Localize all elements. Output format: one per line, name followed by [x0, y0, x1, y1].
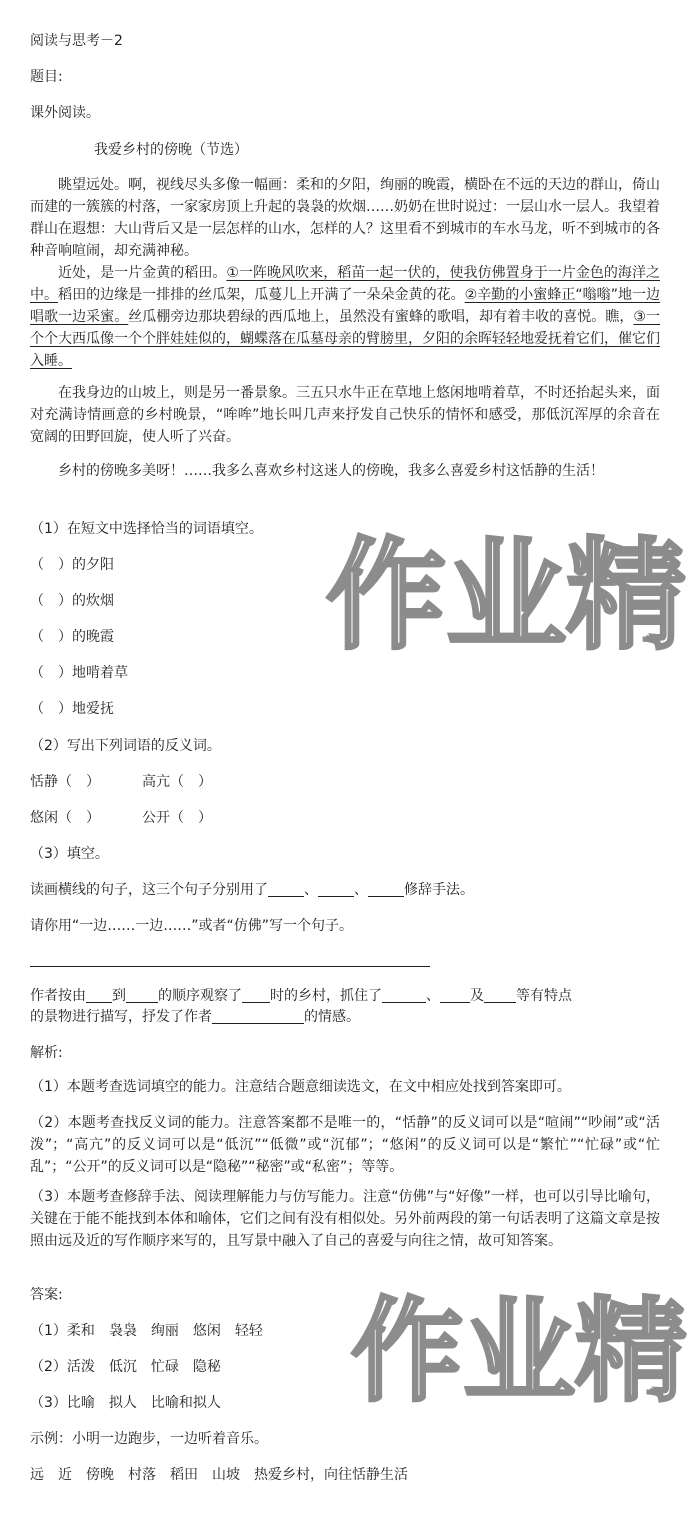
q1-item: （ ）的夕阳 [30, 557, 114, 573]
section-label: 课外阅读。 [30, 105, 100, 121]
answer-blank[interactable] [440, 988, 470, 1003]
q1-prompt: （1）在短文中选择恰当的词语填空。 [30, 521, 263, 537]
answer-blank[interactable] [212, 1009, 304, 1024]
question-label: 题目: [30, 69, 63, 85]
q2-word: 悠闲（ ） [30, 810, 100, 826]
q1-item: （ ）的晚霞 [30, 629, 114, 645]
answer-row-3: （3）比喻 拟人 比喻和拟人 [30, 1395, 221, 1411]
answer-blank[interactable] [268, 882, 304, 897]
underlined-sentence-2: ②辛勤的小蜜蜂正“嗡嗡”地一边唱歌一边采蜜。 [30, 287, 661, 325]
q2-word: 高亢（ ） [142, 774, 212, 790]
q3-sentence-order: 作者按由 到 的顺序观察了 时的乡村，抓住了 、 及 等有特点 [30, 988, 572, 1004]
answer-blank[interactable] [382, 988, 426, 1003]
answer-line[interactable] [30, 966, 430, 967]
answer-row-2: （2）活泼 低沉 忙碌 隐秘 [30, 1359, 221, 1375]
q3-prompt: （3）填空。 [30, 846, 109, 862]
analysis-item-2: （2）本题考查找反义词的能力。注意答案都不是唯一的，“恬静”的反义词可以是“喧闹”“吵闹”或“活泼”；“高亢”的反义词可以是“低沉”“低微”或“沉郁”；“悠闲”的反义词可以是“繁忙”“忙碌”或“忙乱”；“公开”的反义词可以是“隐秘”“秘密”或“私密”；等等。 [30, 1115, 660, 1175]
answer-blank[interactable] [86, 988, 112, 1003]
watermark-text: 作业精 [326, 527, 686, 665]
answer-row-1: （1）柔和 袅袅 绚丽 悠闲 轻轻 [30, 1323, 263, 1339]
analysis-item-1: （1）本题考查选词填空的能力。注意结合题意细读选文，在文中相应处找到答案即可。 [30, 1079, 571, 1095]
q2-word: 公开（ ） [142, 810, 212, 826]
answer-blank[interactable] [318, 882, 354, 897]
watermark-text: 作业精 [351, 1287, 687, 1415]
analysis-label: 解析: [30, 1045, 63, 1061]
q1-item: （ ）地啃着草 [30, 665, 128, 681]
answer-blank[interactable] [484, 988, 516, 1003]
answer-row-5: 远 近 傍晚 村落 稻田 山坡 热爱乡村，向往恬静生活 [30, 1467, 408, 1483]
underlined-sentence-3: ③一个个大西瓜像一个个胖娃娃似的，蝴蝶落在瓜墓母亲的臂膀里，夕阳的余晖轻轻地爱抚着它们，催它们入睡。 [30, 309, 661, 369]
q3-sentence-order-cont: 的景物进行描写，抒发了作者 的情感。 [30, 1009, 360, 1025]
underlined-sentence-1: ①一阵晚风吹来，稻苗一起一伏的，使我仿佛置身于一片金色的海洋之中。 [30, 265, 660, 303]
essay-paragraph-4: 乡村的傍晚多美呀！……我多么喜欢乡村这迷人的傍晚，我多么喜爱乡村这恬静的生活！ [58, 463, 604, 479]
q3-sentence-rhetoric: 读画横线的句子，这三个句子分别用了 、 、 修辞手法。 [30, 882, 474, 898]
document-header: 阅读与思考－2 [30, 33, 123, 49]
essay-title: 我爱乡村的傍晚（节选） [94, 142, 248, 158]
answer-blank[interactable] [242, 988, 270, 1003]
answers-label: 答案: [30, 1287, 63, 1303]
answer-blank[interactable] [126, 988, 158, 1003]
q1-item: （ ）地爱抚 [30, 701, 114, 717]
q2-prompt: （2）写出下列词语的反义词。 [30, 738, 221, 754]
essay-paragraph-2: 近处，是一片金黄的稻田。①一阵晚风吹来，稻苗一起一伏的，使我仿佛置身于一片金色的海洋之中。稻田的边缘是一排排的丝瓜架，瓜蔓儿上开满了一朵朵金黄的花。②辛勤的小蜜蜂正“嗡嗡”地一边唱歌一边采蜜。丝瓜棚旁边那块碧绿的西瓜地上，虽然没有蜜蜂的歌唱，却有着丰收的喜悦。瞧，③一个个大西瓜像一个个胖娃娃似的，蝴蝶落在瓜墓母亲的臂膀里，夕阳的余晖轻轻地爱抚着它们，催它们入睡。 [30, 265, 661, 369]
answer-example: 示例：小明一边跑步，一边听着音乐。 [30, 1431, 268, 1447]
essay-paragraph-1: 眺望远处。啊，视线尽头多像一幅画：柔和的夕阳，绚丽的晚霞，横卧在不远的天边的群山，倚山而建的一簇簇的村落，一家家房顶上升起的袅袅的炊烟……奶奶在世时说过：一层山水一层人。我望着群山在遐想：大山背后又是一层怎样的山水，怎样的人？这里看不到城市的车水马龙，听不到城市的各种音响喧闹，却充满神秘。 [30, 177, 660, 259]
answer-blank[interactable] [368, 882, 404, 897]
q3-sentence-writing: 请你用“一边……一边……”或者“仿佛”写一个句子。 [30, 918, 354, 934]
q2-word: 恬静（ ） [30, 774, 100, 790]
q1-item: （ ）的炊烟 [30, 593, 114, 609]
essay-paragraph-3: 在我身边的山坡上，则是另一番景象。三五只水牛正在草地上悠闲地啃着草，不时还抬起头来，面对充满诗情画意的乡村晚景，“哞哞”地长叫几声来抒发自己快乐的情怀和感受，那低沉浑厚的余音在宽阔的田野回旋，使人听了兴奋。 [30, 385, 660, 445]
analysis-item-3: （3）本题考查修辞手法、阅读理解能力与仿写能力。注意“仿佛”与“好像”一样，也可以引导比喻句，关键在于能不能找到本体和喻体，它们之间有没有相似处。另外前两段的第一句话表明了这篇文章是按照由远及近的写作顺序来写的，且写景中融入了自己的喜爱与向往之情，故可知答案。 [30, 1189, 660, 1249]
